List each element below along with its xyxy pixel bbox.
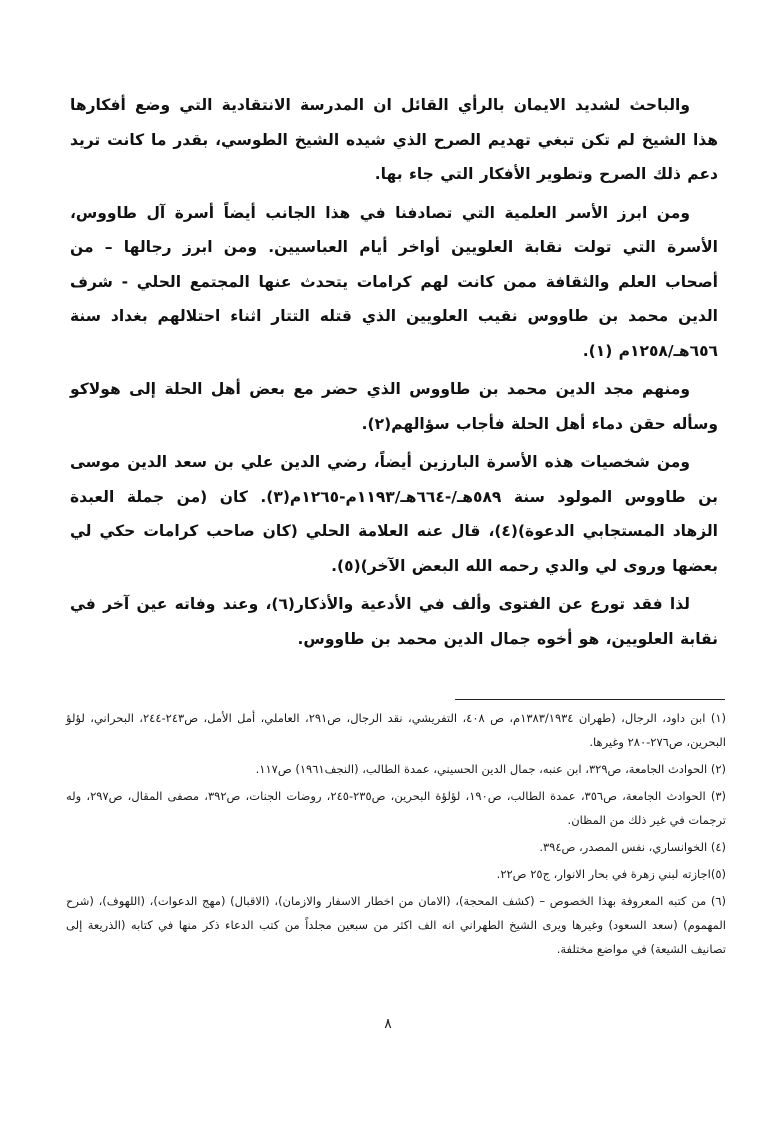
body-paragraph-1: والباحث لشديد الايمان بالرأي القائل ان المدرسة الانتقادية التي وضع أفكارها هذا الشيخ لم تكن تبغي تهديم الصرح الذي شيده الشيخ الطوسي، بقدر ما كانت تريد دعم ذلك الصرح وتطوير الأفكار التي جاء بها. xyxy=(70,96,718,183)
footnote-2: (٢) الحوادث الجامعة، ص٣٢٩، ابن عنبه، جمال الدين الحسيني، عمدة الطالب، (النجف١٩٦١) ص١١٧. xyxy=(255,762,726,776)
footnote-5: (٥)اجازته لبني زهرة في بحار الانوار، ج٢٥ ص٢٢. xyxy=(496,867,726,881)
body-paragraph-3: ومنهم مجد الدين محمد بن طاووس الذي حضر مع بعض أهل الحلة إلى هولاكو وسأله حقن دماء أهل الحلة فأجاب سؤالهم(٢). xyxy=(70,380,718,433)
body-paragraph-4: ومن شخصيات هذه الأسرة البارزين أيضاً، رضي الدين علي بن سعد الدين موسى بن طاووس المولود سنة ٥٨٩هـ/-٦٦٤هـ/١١٩٣م-١٢٦٥م(٣). كان (من جملة العبدة الزهاد المستجابي الدعوة)(٤)، قال عنه العلامة الحلي (كان صاحب كرامات حكي لي بعضها وروى لي والدي رحمه الله البعض الآخر)(٥). xyxy=(70,453,719,575)
main-body-text xyxy=(70,88,718,660)
footnote-6: (٦) من كتبه المعروفة بهذا الخصوص – (كشف المحجة)، (الامان من اخطار الاسفار والازمان)، (الاقبال) (مهج الدعوات)، (اللهوف)، (شرح المهموم) (سعد السعود) وغيرها ويرى الشيخ الطهراني انه الف اكثر من سبعين مجلداً من كتب الدعاء ذكر منها في كتابه (الذريعة إلى تصانيف الشيعة) في مواضع مختلفة. xyxy=(66,894,726,956)
body-paragraph-5: لذا فقد تورع عن الفتوى وألف في الأدعية والأذكار(٦)، وعند وفاته عين آخر في نقابة العلويين، هو أخوه جمال الدين محمد بن طاووس. xyxy=(70,595,718,648)
footnote-separator xyxy=(455,699,725,700)
footnote-3: (٣) الحوادث الجامعة، ص٣٥٦، عمدة الطالب، ص١٩٠، لؤلؤة البحرين، ص٢٣٥-٢٤٥، روضات الجنات، ص٣٩٢، مصفى المقال، ص٢٩٧، وله ترجمات في غير ذلك من المظان. xyxy=(66,789,727,827)
footnote-1: (١) ابن داود، الرجال، (طهران ١٣٨٣/١٩٣٤م، ص ٤٠٨، التفريشي، نقد الرجال، ص٢٩١، العاملي، أمل الأمل، ص٢٤٣-٢٤٤، البحراني، لؤلؤ البحرين، ص٢٧٦-٢٨٠ وغيرها. xyxy=(66,711,726,749)
page-number: ٨ xyxy=(384,1016,392,1032)
footnote-4: (٤) الخوانساري، نفس المصدر، ص٣٩٤. xyxy=(539,840,726,854)
body-paragraph-2: ومن ابرز الأسر العلمية التي تصادفنا في هذا الجانب أيضاً أسرة آل طاووس، الأسرة التي تولت نقابة العلويين أواخر أيام العباسيين. ومن ابرز رجالها – من أصحاب العلم والثقافة ممن كانت لهم كرامات يتحدث عنها المجتمع الحلي - شرف الدين محمد بن طاووس نقيب العلويين الذي قتله التتار اثناء احتلالهم بغداد سنة ٦٥٦هـ/١٢٥٨م (١). xyxy=(70,203,718,360)
footnotes-section xyxy=(66,706,726,964)
